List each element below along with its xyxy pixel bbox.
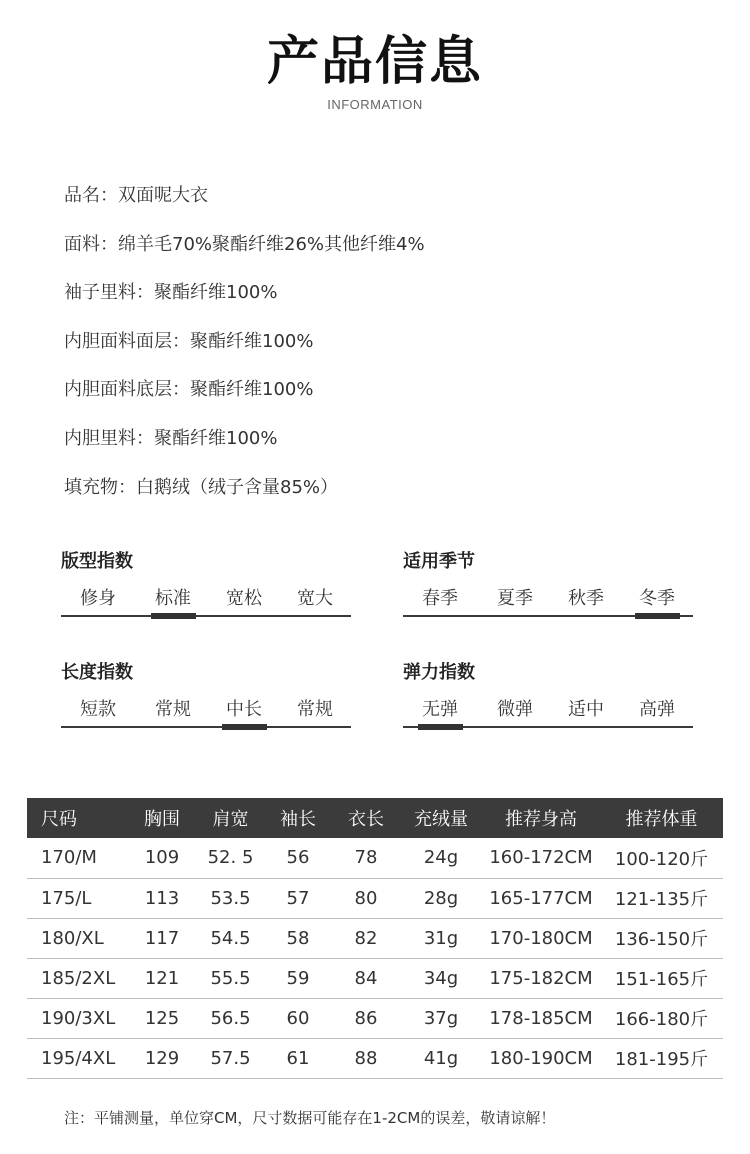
stretch-option: 无弹 [422,699,458,720]
measurement-note: 注：平铺测量，单位穿CM，尺寸数据可能存在1-2CM的误差，敬请谅解！ [64,1109,556,1127]
info-inner-outer-layer: 内胆面料面层：聚酯纤维100% [64,330,314,352]
length-option: 常规 [297,699,333,720]
header-height: 推荐身高 [482,798,600,838]
fit-index-marker [151,613,196,619]
table-cell: 190/3XL [27,998,127,1038]
table-cell: 160-172CM [482,838,600,878]
table-row [27,918,723,958]
length-index-line [61,726,351,728]
info-fabric: 面料：绵羊毛70%聚酯纤维26%其他纤维4% [64,233,425,255]
table-cell: 28g [400,878,482,918]
table-row [27,998,723,1038]
table-cell: 56 [264,838,332,878]
table-row [27,1038,723,1078]
table-cell: 24g [400,838,482,878]
info-inner-bottom-layer: 内胆面料底层：聚酯纤维100% [64,379,314,401]
table-cell: 180-190CM [482,1038,600,1078]
length-option: 中长 [226,699,262,720]
header-fill: 充绒量 [400,798,482,838]
table-cell: 88 [332,1038,400,1078]
table-cell: 80 [332,878,400,918]
table-cell: 181-195斤 [600,1038,723,1078]
table-cell: 53.5 [197,878,264,918]
stretch-option: 微弹 [497,699,533,720]
table-cell: 82 [332,918,400,958]
season-index-title: 适用季节 [403,551,475,572]
table-cell: 178-185CM [482,998,600,1038]
stretch-index-marker [418,724,463,730]
info-filling: 填充物：白鹅绒（绒子含量85%） [64,476,339,498]
table-cell: 55.5 [197,958,264,998]
fit-option: 宽松 [226,588,262,609]
table-cell: 84 [332,958,400,998]
table-cell: 78 [332,838,400,878]
fit-index-line [61,615,351,617]
table-cell: 125 [127,998,197,1038]
header-size: 尺码 [27,798,127,838]
length-option: 常规 [155,699,191,720]
table-row [27,878,723,918]
fit-option: 标准 [155,588,191,609]
length-index [61,661,351,731]
header-length: 衣长 [332,798,400,838]
table-cell: 170/M [27,838,127,878]
table-cell: 57 [264,878,332,918]
season-option: 冬季 [639,588,675,609]
table-cell: 57.5 [197,1038,264,1078]
season-index-marker [635,613,680,619]
table-cell: 58 [264,918,332,958]
table-cell: 195/4XL [27,1038,127,1078]
table-cell: 129 [127,1038,197,1078]
table-cell: 100-120斤 [600,838,723,878]
fit-option: 宽大 [297,588,333,609]
info-inner-lining: 内胆里料：聚酯纤维100% [64,427,278,449]
season-option: 秋季 [568,588,604,609]
fit-option: 修身 [80,588,116,609]
table-cell: 109 [127,838,197,878]
product-info-list [64,180,704,520]
table-cell: 185/2XL [27,958,127,998]
size-table-header [27,798,723,838]
header-weight: 推荐体重 [600,798,723,838]
page-subtitle: INFORMATION [327,97,423,112]
table-cell: 166-180斤 [600,998,723,1038]
stretch-option: 适中 [568,699,604,720]
stretch-index [403,661,693,731]
table-cell: 31g [400,918,482,958]
table-cell: 56.5 [197,998,264,1038]
table-cell: 121 [127,958,197,998]
table-cell: 180/XL [27,918,127,958]
header-sleeve: 袖长 [264,798,332,838]
table-cell: 151-165斤 [600,958,723,998]
table-cell: 175-182CM [482,958,600,998]
table-cell: 136-150斤 [600,918,723,958]
table-cell: 41g [400,1038,482,1078]
header-chest: 胸围 [127,798,197,838]
table-cell: 86 [332,998,400,1038]
table-cell: 113 [127,878,197,918]
stretch-index-title: 弹力指数 [403,662,475,683]
stretch-option: 高弹 [639,699,675,720]
fit-index [61,550,351,620]
table-row [27,958,723,998]
table-cell: 54.5 [197,918,264,958]
table-cell: 175/L [27,878,127,918]
table-cell: 37g [400,998,482,1038]
info-product-name: 品名：双面呢大衣 [64,185,208,206]
table-cell: 34g [400,958,482,998]
info-sleeve-lining: 袖子里料：聚酯纤维100% [64,282,278,304]
table-cell: 165-177CM [482,878,600,918]
length-option: 短款 [80,699,116,720]
length-index-title: 长度指数 [61,662,133,683]
table-cell: 52. 5 [197,838,264,878]
size-table [27,798,723,1079]
table-cell: 60 [264,998,332,1038]
page-title: 产品信息 [266,32,483,92]
table-cell: 170-180CM [482,918,600,958]
table-row [27,838,723,878]
table-cell: 117 [127,918,197,958]
table-cell: 121-135斤 [600,878,723,918]
table-cell: 61 [264,1038,332,1078]
header-shoulder: 肩宽 [197,798,264,838]
season-option: 春季 [422,588,458,609]
season-index [403,550,693,620]
length-index-marker [222,724,267,730]
season-option: 夏季 [497,588,533,609]
fit-index-title: 版型指数 [61,551,133,572]
table-cell: 59 [264,958,332,998]
